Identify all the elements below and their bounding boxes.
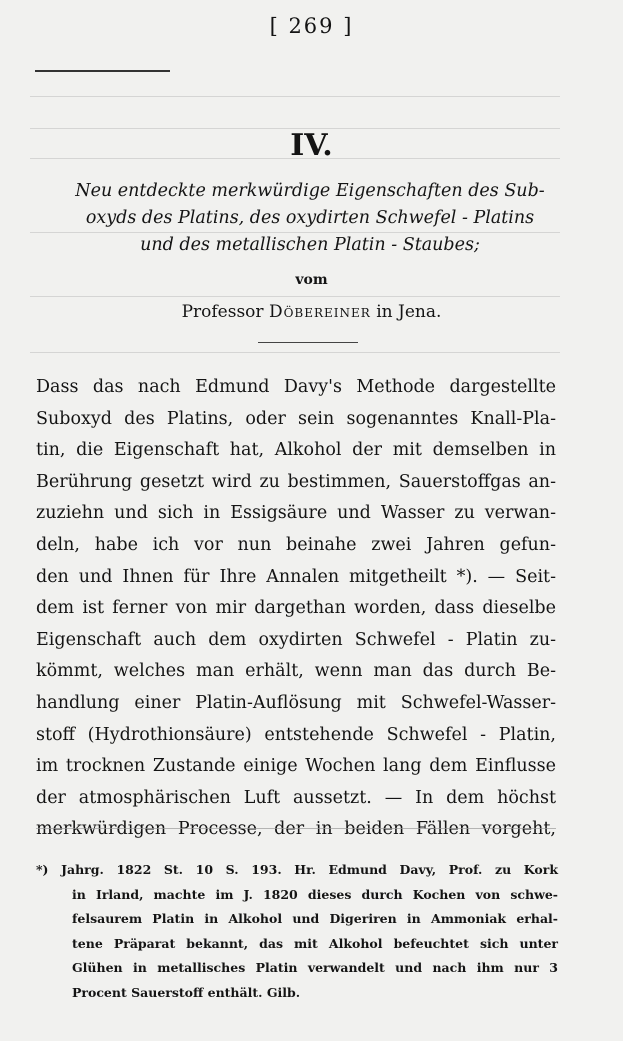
body-line: Berührung gesetzt wird zu bestimmen, Sauerstoffgas an- (36, 471, 556, 492)
body-line: kömmt, welches man erhält, wenn man das durch Be- (36, 661, 556, 682)
body-line: dem ist ferner von mir dargethan worden, dass dieselbe (36, 598, 556, 619)
body-line: im trocknen Zustande einige Wochen lang dem Einflusse (36, 756, 556, 777)
author-line (0, 302, 623, 322)
author-name: Döbereiner (268, 302, 371, 322)
header-rule (35, 70, 170, 72)
bleed-through-line (30, 96, 560, 107)
title-line: Neu entdeckte merkwürdige Eigenschaften des Sub- (75, 181, 545, 201)
footnote-separator (36, 828, 556, 829)
bleed-through-line (30, 352, 560, 363)
body-line: Dass das nach Edmund Davy's Methode dargestellte (36, 377, 556, 397)
body-paragraph (36, 372, 556, 846)
section-divider (258, 342, 358, 343)
footnote-line: felsaurem Platin in Alkohol und Digeriren in Ammoniak erhal- (72, 911, 558, 926)
footnote-line: *) Jahrg. 1822 St. 10 S. 193. Hr. Edmund Davy, Prof. zu Kork (36, 862, 558, 877)
body-line: tin, die Eigenschaft hat, Alkohol der mit demselben in (36, 440, 556, 461)
body-line: deln, habe ich vor nun beinahe zwei Jahren gefun- (36, 534, 556, 555)
body-line: handlung einer Platin-Auflösung mit Schwefel-Wasser- (36, 692, 556, 713)
title-line: oxyds des Platins, des oxydirten Schwefel - Platins (85, 208, 535, 228)
body-line: der atmosphärischen Luft aussetzt. — In dem höchst (36, 787, 556, 808)
body-line: Suboxyd des Platins, oder sein sogenanntes Knall-Pla- (36, 408, 556, 429)
body-line: stoff (Hydrothionsäure) entstehende Schwefel - Platin, (36, 724, 556, 745)
footnote-line: Glühen in metallisches Platin verwandelt und nach ihm nur 3 (72, 960, 558, 975)
author-title: Professor (181, 302, 264, 322)
body-line: zuziehn und sich in Essigsäure und Wasser zu verwan- (36, 503, 556, 524)
body-line: Eigenschaft auch dem oxydirten Schwefel - Platin zu- (36, 629, 556, 650)
footnote-line: Procent Sauerstoff enthält. Gilb. (72, 984, 301, 1000)
title-line: und des metallischen Platin - Staubes; (140, 235, 480, 255)
author-place: in Jena. (376, 302, 442, 322)
body-line: den und Ihnen für Ihre Annalen mitgetheilt *). — Seit- (36, 566, 556, 587)
footnote (36, 858, 558, 1005)
footnote-line: tene Präparat bekannt, das mit Alkohol befeuchtet sich unter (72, 935, 558, 951)
page-number: [ 269 ] (269, 14, 354, 38)
byline-prefix: vom (295, 272, 328, 288)
article-title (30, 178, 590, 259)
body-line: merkwürdigen Processe, der in beiden Fällen vorgeht, (36, 819, 556, 840)
footnote-line: in Irland, machte im J. 1820 dieses durch Kochen von schwe- (72, 886, 558, 902)
section-number: IV. (290, 128, 333, 163)
